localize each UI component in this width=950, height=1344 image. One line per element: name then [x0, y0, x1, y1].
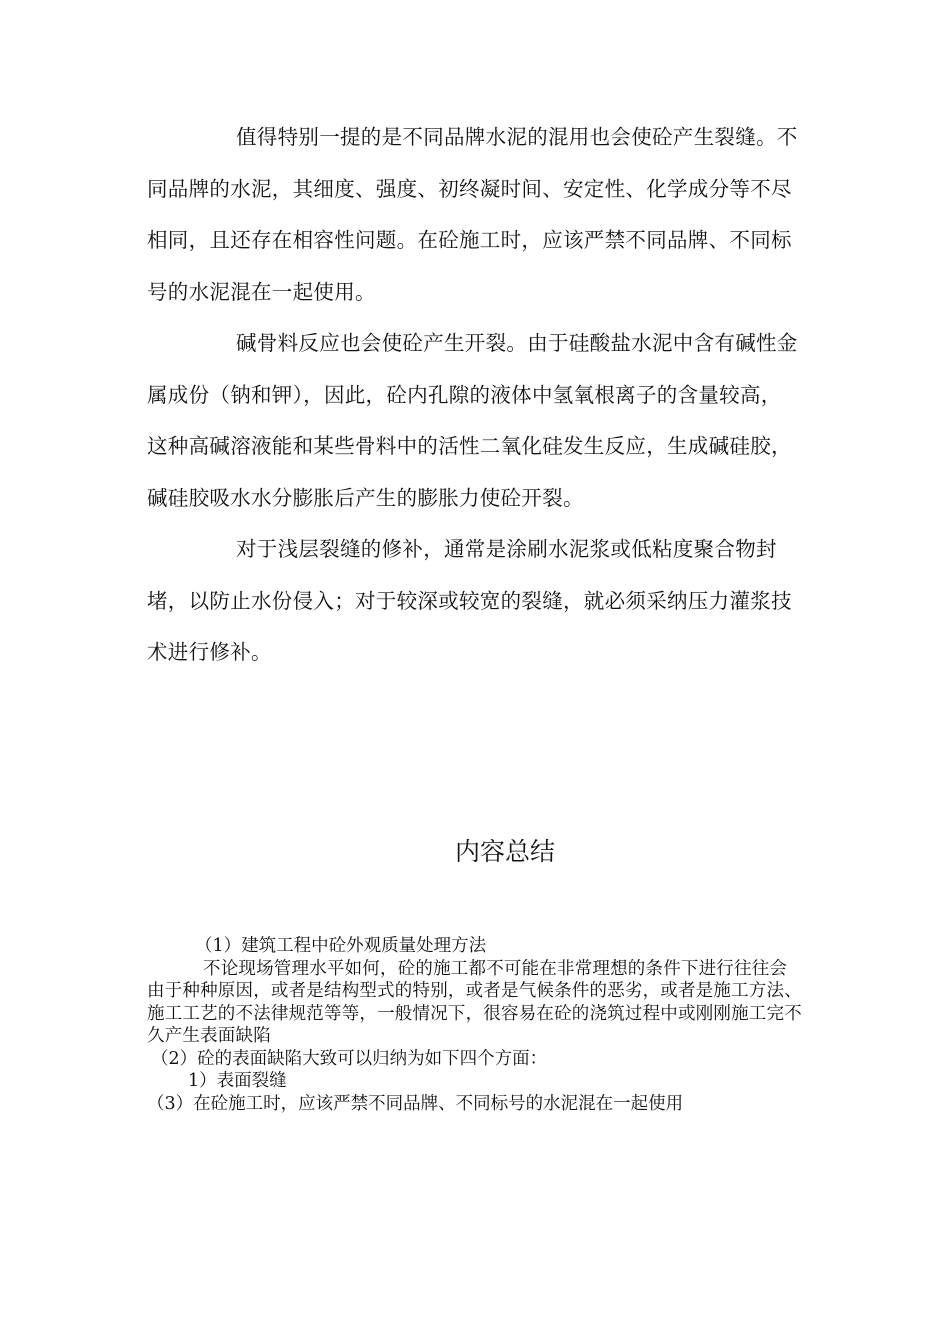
- summary-heading-1: （1）建筑工程中砼外观质量处理方法: [195, 936, 487, 956]
- summary-list-item: 1）表面裂缝: [188, 1071, 287, 1091]
- summary-body-1: 不论现场管理水平如何，砼的施工都不可能在非常理想的条件下进行往往会由于种种原因，或者是结构型式的特别，或者是气候条件的恶劣，或者是施工方法、施工工艺的不法律规范等等，一般情况下，很容易在砼的浇筑过程中或刚刚施工完不久产生表面缺陷: [147, 958, 802, 1046]
- paragraph-crack-repair: [147, 524, 802, 679]
- summary-title: 内容总结: [454, 837, 555, 866]
- paragraph-mixed-cement: [147, 112, 802, 318]
- paragraph-text: 值得特别一提的是不同品牌水泥的混用也会使砼产生裂缝。不同品牌的水泥，其细度、强度、初终凝时间、安定性、化学成分等不尽相同，且还存在相容性问题。在砼施工时，应该严禁不同品牌、不同标号的水泥混在一起使用。: [147, 125, 798, 304]
- paragraph-alkali-aggregate: [147, 318, 802, 524]
- paragraph-text: 碱骨料反应也会使砼产生开裂。由于硅酸盐水泥中含有碱性金属成份（钠和钾），因此，砼内孔隙的液体中氢氧根离子的含量较高，这种高碱溶液能和某些骨料中的活性二氧化硅发生反应，生成碱硅胶，碱硅胶吸水水分膨胀后产生的膨胀力使砼开裂。: [147, 331, 798, 510]
- paragraph-text: 对于浅层裂缝的修补，通常是涂刷水泥浆或低粘度聚合物封堵，以防止水份侵入；对于较深或较宽的裂缝，就必须采纳压力灌浆技术进行修补。: [147, 537, 792, 664]
- summary-section: [147, 935, 802, 1115]
- summary-heading-3: （3）在砼施工时，应该严禁不同品牌、不同标号的水泥混在一起使用: [147, 1093, 684, 1114]
- summary-heading-2: （2）砼的表面缺陷大致可以归纳为如下四个方面：: [151, 1048, 548, 1069]
